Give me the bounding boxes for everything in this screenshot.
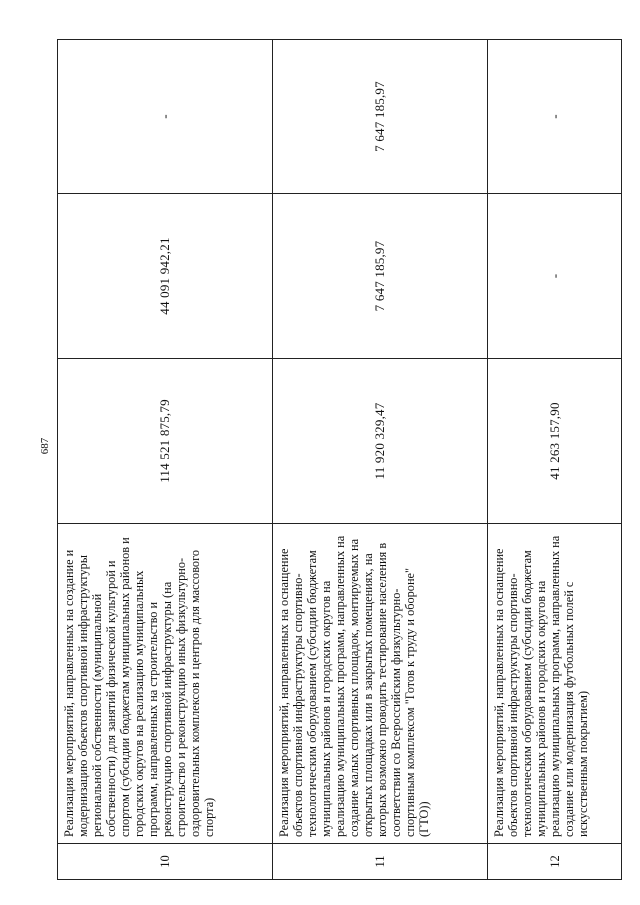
- table-row: [58, 40, 273, 880]
- rotated-table: [57, 40, 621, 880]
- row-number: 12: [488, 844, 622, 880]
- row-value-2: 7 647 185,97: [273, 194, 488, 359]
- row-value-3: -: [488, 40, 622, 194]
- page-number: 687: [39, 437, 51, 455]
- row-value-3: -: [58, 40, 273, 194]
- table-container: [57, 40, 621, 880]
- row-value-1: 11 920 329,47: [273, 359, 488, 524]
- row-description: Реализация мероприятий, направленных на оснащение объектов спортивной инфраструктуры спортивно-технологическим оборудованием (субсидии бюджетам муниципальных районов и городских округов на реализацию муниципальных программ, направленных на создание или модернизация футбольных полей с искусственным покрытием): [488, 524, 622, 844]
- table-row: [488, 40, 622, 880]
- row-value-2: 44 091 942,21: [58, 194, 273, 359]
- table-row: [273, 40, 488, 880]
- row-value-3: 7 647 185,97: [273, 40, 488, 194]
- row-description: Реализация мероприятий, направленных на оснащение объектов спортивной инфраструктуры спортивно-технологическим оборудованием (субсидии бюджетам муниципальных районов и городских округов на реализацию муниципальных программ, направленных на создание малых спортивных площадок, монтируемых на открытых площадках или в закрытых помещениях, на которых возможно проводить тестирование населения в соответствии со Всероссийским физкультурно-спортивным комплексом "Готов к труду и обороне" (ГТО)): [273, 524, 488, 844]
- row-number: 11: [273, 844, 488, 880]
- budget-table: [57, 39, 622, 880]
- row-value-1: 114 521 875,79: [58, 359, 273, 524]
- row-value-1: 41 263 157,90: [488, 359, 622, 524]
- row-description: Реализация мероприятий, направленных на создание и модернизацию объектов спортивной инфраструктуры региональной собственности (муниципальной собственности) для занятий физической культурой и спортом (субсидии бюджетам муниципальных районов и городских округов на реализацию муниципальных программ, направленных на строительство и реконструкцию спортивной инфраструктуры (на строительство и реконструкцию иных физкультурно-оздоровительных комплексов и центров для массового спорта): [58, 524, 273, 844]
- row-value-2: -: [488, 194, 622, 359]
- row-number: 10: [58, 844, 273, 880]
